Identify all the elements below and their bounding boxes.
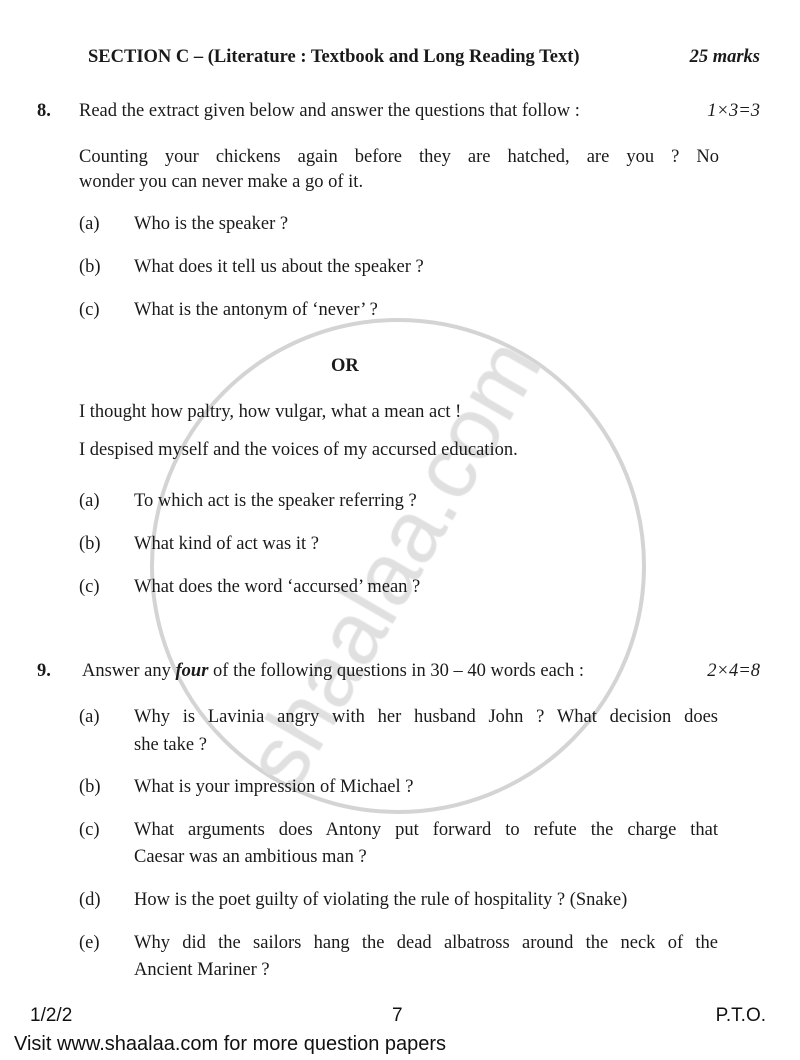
or-divider: OR xyxy=(331,356,359,376)
question-9-instruction xyxy=(82,661,584,681)
section-header-title: SECTION C – (Literature : Textbook and Long Reading Text) xyxy=(88,47,580,67)
question-8-marks: 1×3=3 xyxy=(707,101,760,121)
alt-extract-line: I despised myself and the voices of my accursed education. xyxy=(79,440,518,460)
visit-link[interactable]: Visit www.shaalaa.com for more question papers xyxy=(14,1033,447,1055)
part-text: What is the antonym of ‘never’ ? xyxy=(134,300,378,320)
section-header-marks: 25 marks xyxy=(689,47,760,67)
part-label: (b) xyxy=(79,257,101,277)
paper-code: 1/2/2 xyxy=(30,1005,73,1026)
instruction-emphasis: four xyxy=(175,661,209,681)
part-label: (c) xyxy=(79,820,100,840)
part-text: Who is the speaker ? xyxy=(134,214,289,234)
part-text: How is the poet guilty of violating the rule of hospitality ? (Snake) xyxy=(134,890,628,910)
question-8-number: 8. xyxy=(37,101,51,121)
page-number: 7 xyxy=(392,1005,403,1026)
part-text: What does it tell us about the speaker ? xyxy=(134,257,424,277)
part-label: (d) xyxy=(79,890,101,910)
question-8-instruction: Read the extract given below and answer the questions that follow : xyxy=(79,101,580,121)
part-text: What kind of act was it ? xyxy=(134,534,319,554)
part-label: (e) xyxy=(79,933,100,953)
part-text: Why did the sailors hang the dead albatross around the neck of the xyxy=(134,933,718,953)
part-label: (b) xyxy=(79,777,101,797)
pto-label: P.T.O. xyxy=(715,1005,766,1026)
part-label: (b) xyxy=(79,534,101,554)
part-label: (c) xyxy=(79,300,100,320)
part-text: Ancient Mariner ? xyxy=(134,960,270,980)
part-text: Caesar was an ambitious man ? xyxy=(134,847,367,867)
question-9-marks: 2×4=8 xyxy=(707,661,760,681)
part-label: (c) xyxy=(79,577,100,597)
part-text: What does the word ‘accursed’ mean ? xyxy=(134,577,421,597)
extract-line: Counting your chickens again before they are hatched, are you ? No xyxy=(79,147,719,167)
part-label: (a) xyxy=(79,214,100,234)
alt-extract-line: I thought how paltry, how vulgar, what a mean act ! xyxy=(79,402,462,422)
part-text: To which act is the speaker referring ? xyxy=(134,491,417,511)
part-text: she take ? xyxy=(134,735,207,755)
instruction-text: Answer any xyxy=(82,661,176,681)
part-text: What is your impression of Michael ? xyxy=(134,777,414,797)
instruction-text: of the following questions in 30 – 40 words each : xyxy=(208,661,585,681)
extract-line: wonder you can never make a go of it. xyxy=(79,172,364,192)
watermark-image xyxy=(150,318,646,814)
question-9-number: 9. xyxy=(37,661,51,681)
part-text: Why is Lavinia angry with her husband John ? What decision does xyxy=(134,707,718,727)
part-text: What arguments does Antony put forward to refute the charge that xyxy=(134,820,718,840)
part-label: (a) xyxy=(79,491,100,511)
part-label: (a) xyxy=(79,707,100,727)
